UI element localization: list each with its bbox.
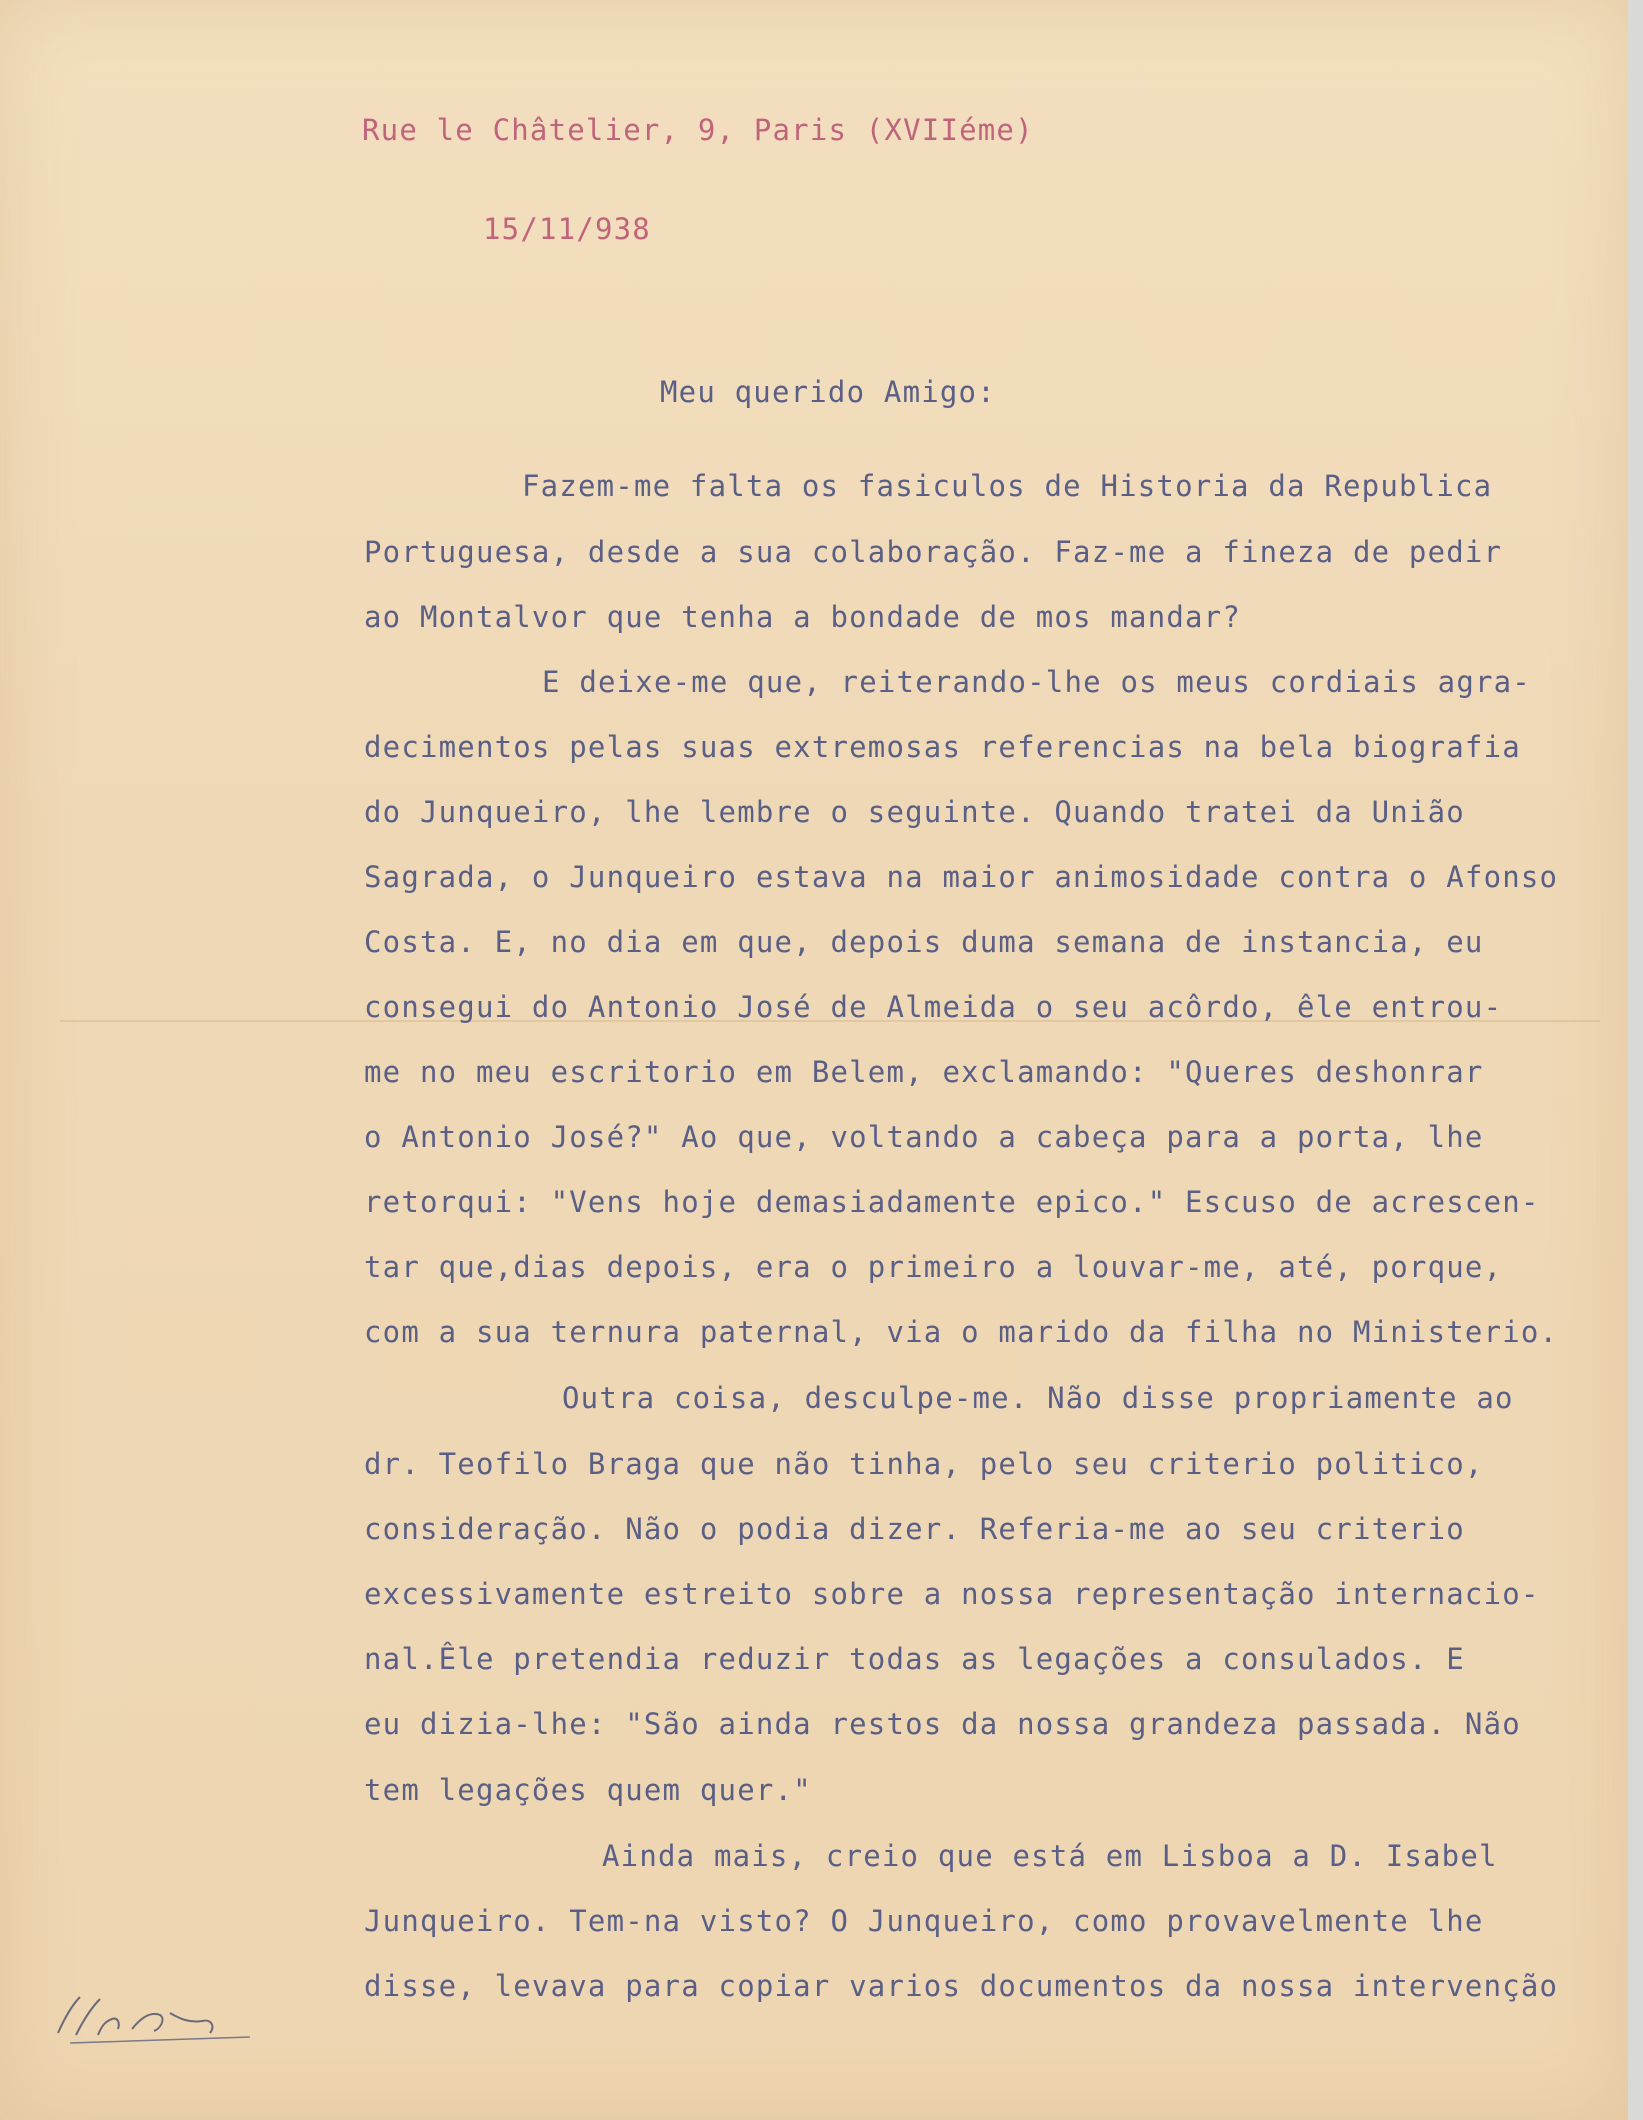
letter-date: 15/11/938 xyxy=(483,212,651,246)
body-line: dr. Teofilo Braga que não tinha, pelo seu criterio politico, xyxy=(364,1447,1484,1481)
body-line: consegui do Antonio José de Almeida o seu acôrdo, êle entrou- xyxy=(364,990,1503,1024)
body-line: me no meu escritorio em Belem, exclamando: "Queres deshonrar xyxy=(364,1055,1484,1089)
body-line: eu dizia-lhe: "São ainda restos da nossa grandeza passada. Não xyxy=(364,1707,1521,1741)
body-line: retorqui: "Vens hoje demasiadamente epico." Escuso de acrescen- xyxy=(364,1185,1540,1219)
body-line: tar que,dias depois, era o primeiro a louvar-me, até, porque, xyxy=(364,1250,1503,1284)
body-line: nal.Êle pretendia reduzir todas as legações a consulados. E xyxy=(364,1642,1465,1676)
body-line: decimentos pelas suas extremosas referencias na bela biografia xyxy=(364,730,1521,764)
body-line: tem legações quem quer." xyxy=(364,1773,812,1807)
body-line: E deixe-me que, reiterando-lhe os meus cordiais agra- xyxy=(542,665,1531,699)
body-line: Portuguesa, desde a sua colaboração. Faz-me a fineza de pedir xyxy=(364,535,1503,569)
body-line: ao Montalvor que tenha a bondade de mos mandar? xyxy=(364,600,1241,634)
sender-address: Rue le Châtelier, 9, Paris (XVIIéme) xyxy=(362,113,1034,147)
body-line: Sagrada, o Junqueiro estava na maior animosidade contra o Afonso xyxy=(364,860,1559,894)
body-line: do Junqueiro, lhe lembre o seguinte. Quando tratei da União xyxy=(364,795,1465,829)
body-line: com a sua ternura paternal, via o marido da filha no Ministerio. xyxy=(364,1315,1559,1349)
body-line: Outra coisa, desculpe-me. Não disse propriamente ao xyxy=(562,1381,1514,1415)
body-line: Junqueiro. Tem-na visto? O Junqueiro, como provavelmente lhe xyxy=(364,1904,1484,1938)
body-line: consideração. Não o podia dizer. Referia-me ao seu criterio xyxy=(364,1512,1465,1546)
salutation: Meu querido Amigo: xyxy=(660,375,996,409)
body-line: Fazem-me falta os fasiculos de Historia da Republica xyxy=(522,469,1493,503)
body-line: Ainda mais, creio que está em Lisboa a D. Isabel xyxy=(602,1839,1498,1873)
handwritten-mark xyxy=(40,1985,270,2055)
body-line: disse, levava para copiar varios documentos da nossa intervenção xyxy=(364,1969,1559,2003)
body-line: o Antonio José?" Ao que, voltando a cabeça para a porta, lhe xyxy=(364,1120,1484,1154)
body-line: Costa. E, no dia em que, depois duma semana de instancia, eu xyxy=(364,925,1484,959)
body-line: excessivamente estreito sobre a nossa representação internacio- xyxy=(364,1577,1540,1611)
page-edge xyxy=(1628,0,1643,2120)
